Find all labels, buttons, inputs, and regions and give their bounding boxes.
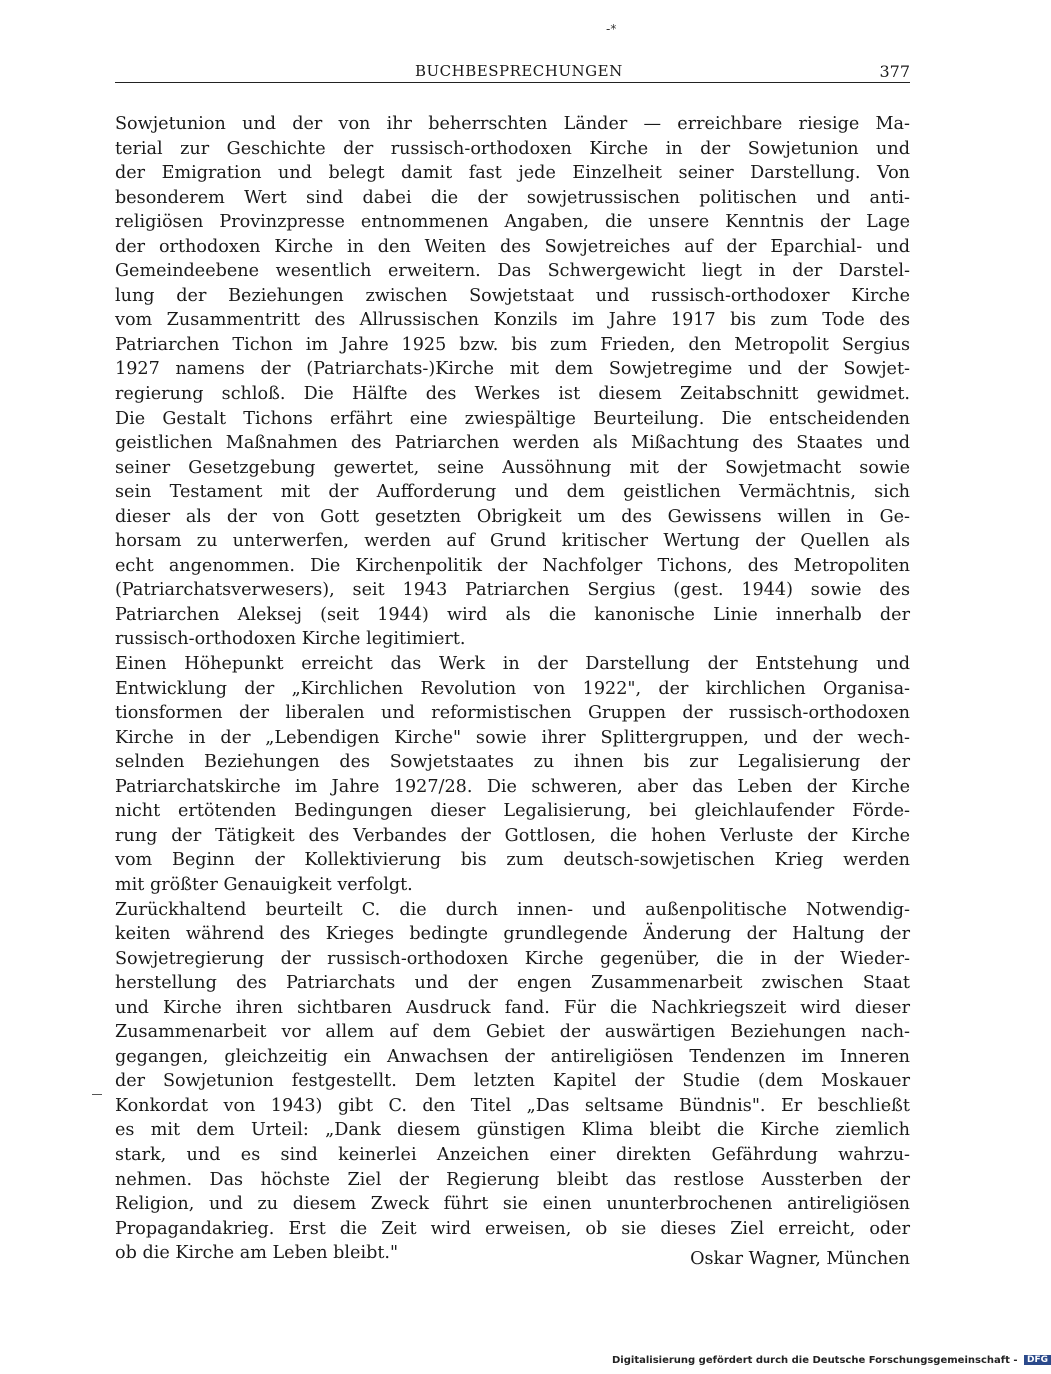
text-line: geistlichen Maßnahmen des Patriarchen werden als Mißachtung des Staates und	[115, 433, 910, 454]
margin-mark	[92, 1094, 102, 1095]
text-line: selnden Beziehungen des Sowjetstaates zu ihnen bis zur Legalisierung der	[115, 752, 910, 773]
text-line: 1927 namens der (Patriarchats-)Kirche mit dem Sowjetregime und der Sowjet-	[115, 359, 910, 380]
text-line: (Patriarchatsverwesers), seit 1943 Patriarchen Sergius (gest. 1944) sowie des	[115, 580, 910, 601]
text-line: Konkordat von 1943) gibt C. den Titel „Das seltsame Bündnis". Er beschließt	[115, 1095, 910, 1116]
text-line: russisch-orthodoxen Kirche legitimiert.	[115, 629, 466, 650]
closing-line: ob die Kirche am Leben bleibt."	[115, 1243, 399, 1264]
review-body	[115, 112, 910, 1270]
text-line: Religion, und zu diesem Zweck führt sie einen ununterbrochenen antireligiösen	[115, 1194, 910, 1215]
text-line: dieser als der von Gott gesetzten Obrigkeit um des Gewissens willen in Ge-	[115, 506, 910, 527]
text-line: Die Gestalt Tichons erfährt eine zwiespältige Beurteilung. Die entscheidenden	[115, 408, 910, 429]
text-line: und Kirche ihren sichtbaren Ausdruck fand. Für die Nachkriegszeit wird dieser	[115, 997, 910, 1018]
text-line: Entwicklung der „Kirchlichen Revolution von 1922", der kirchlichen Organisa-	[115, 678, 910, 699]
text-line: horsam zu unterwerfen, werden auf Grund kritischer Wertung der Quellen als	[115, 531, 910, 552]
text-line: Patriarchen Aleksej (seit 1944) wird als die kanonische Linie innerhalb der	[115, 604, 910, 625]
text-line: herstellung des Patriarchats und der engen Zusammenarbeit zwischen Staat	[115, 973, 910, 994]
text-line: seiner Gesetzgebung gewertet, seine Aussöhnung mit der Sowjetmacht sowie	[115, 457, 910, 478]
section-title: BUCHBESPRECHUNGEN	[415, 62, 623, 80]
text-line: rung der Tätigkeit des Verbandes der Gottlosen, die hohen Verluste der Kirche	[115, 825, 910, 846]
text-line: tionsformen der liberalen und reformistischen Gruppen der russisch-orthodoxen	[115, 703, 910, 724]
text-line: Sowjetregierung der russisch-orthodoxen Kirche gegenüber, die in der Wieder-	[115, 948, 910, 969]
text-line: terial zur Geschichte der russisch-orthodoxen Kirche in der Sowjetunion und	[115, 138, 910, 159]
text-line: lung der Beziehungen zwischen Sowjetstaat und russisch-orthodoxer Kirche	[115, 285, 910, 306]
text-line: nehmen. Das höchste Ziel der Regierung bleibt das restlose Aussterben der	[115, 1169, 910, 1190]
text-line: echt angenommen. Die Kirchenpolitik der Nachfolger Tichons, des Metropoliten	[115, 555, 910, 576]
text-line: Propagandakrieg. Erst die Zeit wird erweisen, ob sie dieses Ziel erreicht, oder	[115, 1218, 910, 1239]
text-line: Zurückhaltend beurteilt C. die durch innen- und außenpolitische Notwendig-	[115, 899, 910, 920]
text-line: vom Beginn der Kollektivierung bis zum deutsch-sowjetischen Krieg werden	[115, 850, 910, 871]
text-line: sein Testament mit der Aufforderung und dem geistlichen Vermächtnis, sich	[115, 482, 910, 503]
text-line: es mit dem Urteil: „Dank diesem günstigen Klima bleibt die Kirche ziemlich	[115, 1120, 910, 1141]
text-line: vom Zusammentritt des Allrussischen Konzils im Jahre 1917 bis zum Tode des	[115, 310, 910, 331]
text-line: Patriarchatskirche im Jahre 1927/28. Die schweren, aber das Leben der Kirche	[115, 776, 910, 797]
text-line: Gemeindeebene wesentlich erweitern. Das Schwergewicht liegt in der Darstel-	[115, 261, 910, 282]
text-line: Patriarchen Tichon im Jahre 1925 bzw. bis zum Frieden, den Metropolit Sergius	[115, 334, 910, 355]
page-number: 377	[879, 62, 910, 81]
running-header	[115, 62, 910, 84]
text-line: nicht ertötenden Bedingungen dieser Legalisierung, bei gleichlaufender Förde-	[115, 801, 910, 822]
text-line: der orthodoxen Kirche in den Weiten des Sowjetreiches auf der Eparchial- und	[115, 236, 910, 257]
text-line: regierung schloß. Die Hälfte des Werkes ist diesem Zeitabschnitt gewidmet.	[115, 384, 910, 405]
closing-row	[115, 1241, 910, 1270]
footer-text: Digitalisierung gefördert durch die Deutsche Forschungsgemeinschaft -	[612, 1355, 1018, 1366]
scan-mark: -*	[606, 22, 617, 36]
text-line: keiten während des Krieges bedingte grundlegende Änderung der Haltung der	[115, 924, 910, 945]
text-line: Kirche in der „Lebendigen Kirche" sowie ihrer Splittergruppen, und der wech-	[115, 727, 910, 748]
text-line: besonderem Wert sind dabei die der sowjetrussischen politischen und anti-	[115, 187, 910, 208]
footer-credit	[612, 1355, 1051, 1366]
text-line: gegangen, gleichzeitig ein Anwachsen der antireligiösen Tendenzen im Inneren	[115, 1046, 910, 1067]
header-rule	[115, 82, 910, 83]
text-line: Sowjetunion und der von ihr beherrschten Länder — erreichbare riesige Ma-	[115, 114, 910, 134]
text-line: mit größter Genauigkeit verfolgt.	[115, 874, 413, 895]
text-line: stark, und es sind keinerlei Anzeichen einer direkten Gefährdung wahrzu-	[115, 1144, 910, 1165]
reviewer-signature: Oskar Wagner, München	[690, 1249, 910, 1270]
text-line: der Sowjetunion festgestellt. Dem letzten Kapitel der Studie (dem Moskauer	[115, 1071, 910, 1092]
text-line: Einen Höhepunkt erreicht das Werk in der Darstellung der Entstehung und	[115, 654, 910, 675]
dfg-logo: DFG	[1024, 1355, 1051, 1365]
text-line: religiösen Provinzpresse entnommenen Angaben, die unsere Kenntnis der Lage	[115, 212, 910, 233]
text-line: der Emigration und belegt damit fast jede Einzelheit seiner Darstellung. Von	[115, 163, 910, 184]
text-line: Zusammenarbeit vor allem auf dem Gebiet der auswärtigen Beziehungen nach-	[115, 1022, 910, 1043]
